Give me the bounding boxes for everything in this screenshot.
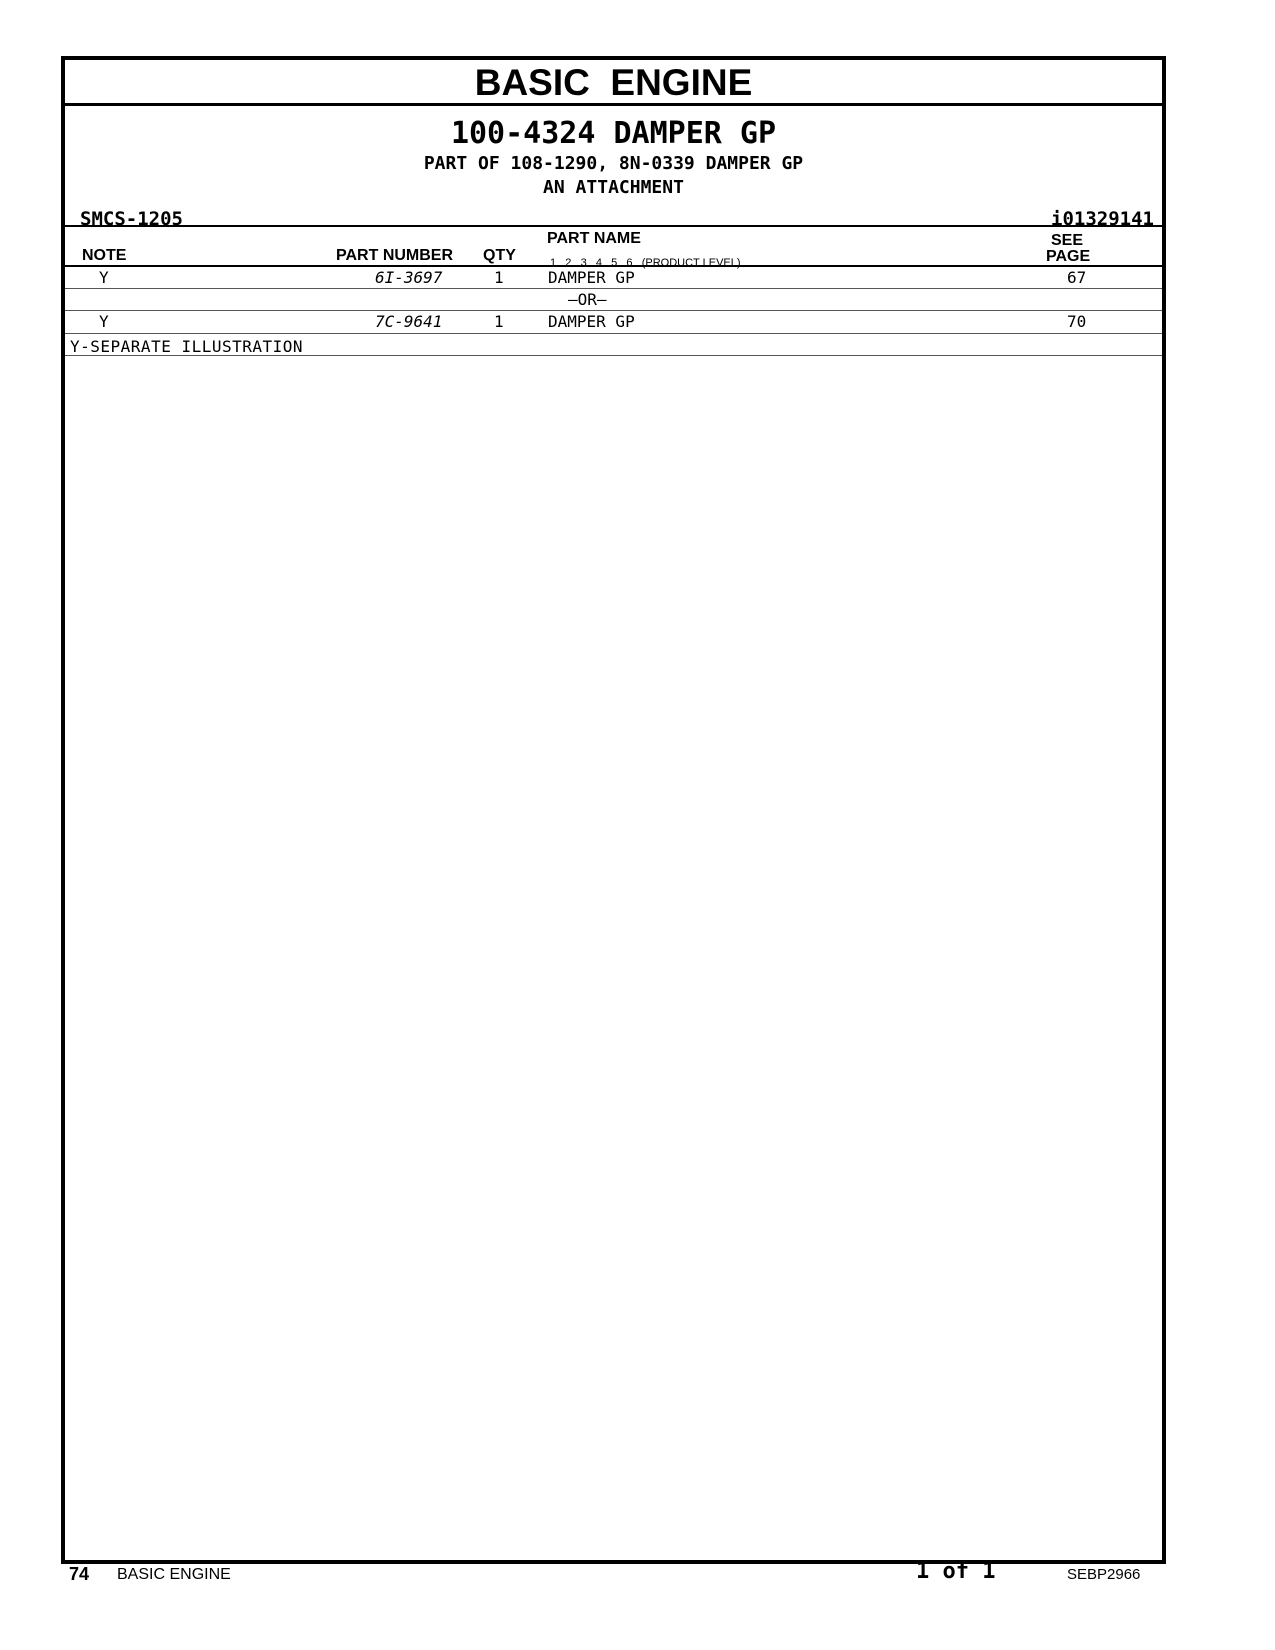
group-title: 100-4324 DAMPER GP [450,116,777,151]
header-bottom-rule [65,265,1162,267]
illustration-id: i01329141 [1051,208,1154,230]
header-note: NOTE [82,247,127,264]
row2-part-number: 7C-9641 [375,312,443,331]
page-frame [61,56,1166,1564]
row1-see-page: 67 [1067,268,1087,287]
part-of-line: PART OF 108-1290, 8N-0339 DAMPER GP [423,153,804,174]
attachment-line: AN ATTACHMENT [543,177,684,198]
header-product-levels: 1 2 3 4 5 6 (PRODUCT LEVEL) [550,257,741,269]
row2-note: Y [99,312,109,331]
row1-qty: 1 [494,268,504,287]
footer-section-name: BASIC ENGINE [117,1566,231,1583]
row-divider [65,288,1162,289]
smcs-code: SMCS-1205 [80,208,183,230]
row1-part-number: 6I-3697 [375,268,443,287]
header-part-number: PART NUMBER [336,247,454,264]
row-divider [65,333,1162,334]
section-title: BASIC ENGINE [65,60,1162,106]
header-part-name: PART NAME [547,230,641,247]
or-separator: —OR— [568,290,607,309]
row2-part-name: DAMPER GP [548,312,635,331]
row1-part-name: DAMPER GP [548,268,635,287]
footer-document-number: SEBP2966 [1067,1566,1141,1583]
header-qty: QTY [483,247,516,264]
header-top-rule [65,225,1162,227]
header-see: SEE [1051,232,1084,249]
row-divider [65,310,1162,311]
row1-note: Y [99,268,109,287]
footer-page-count: 1 of 1 [916,1559,996,1584]
footnote-rule [65,355,1162,356]
footnote: Y-SEPARATE ILLUSTRATION [70,337,304,356]
header-page: PAGE [1046,248,1091,265]
row2-see-page: 70 [1067,312,1087,331]
footer-page-number: 74 [69,1564,90,1584]
row2-qty: 1 [494,312,504,331]
